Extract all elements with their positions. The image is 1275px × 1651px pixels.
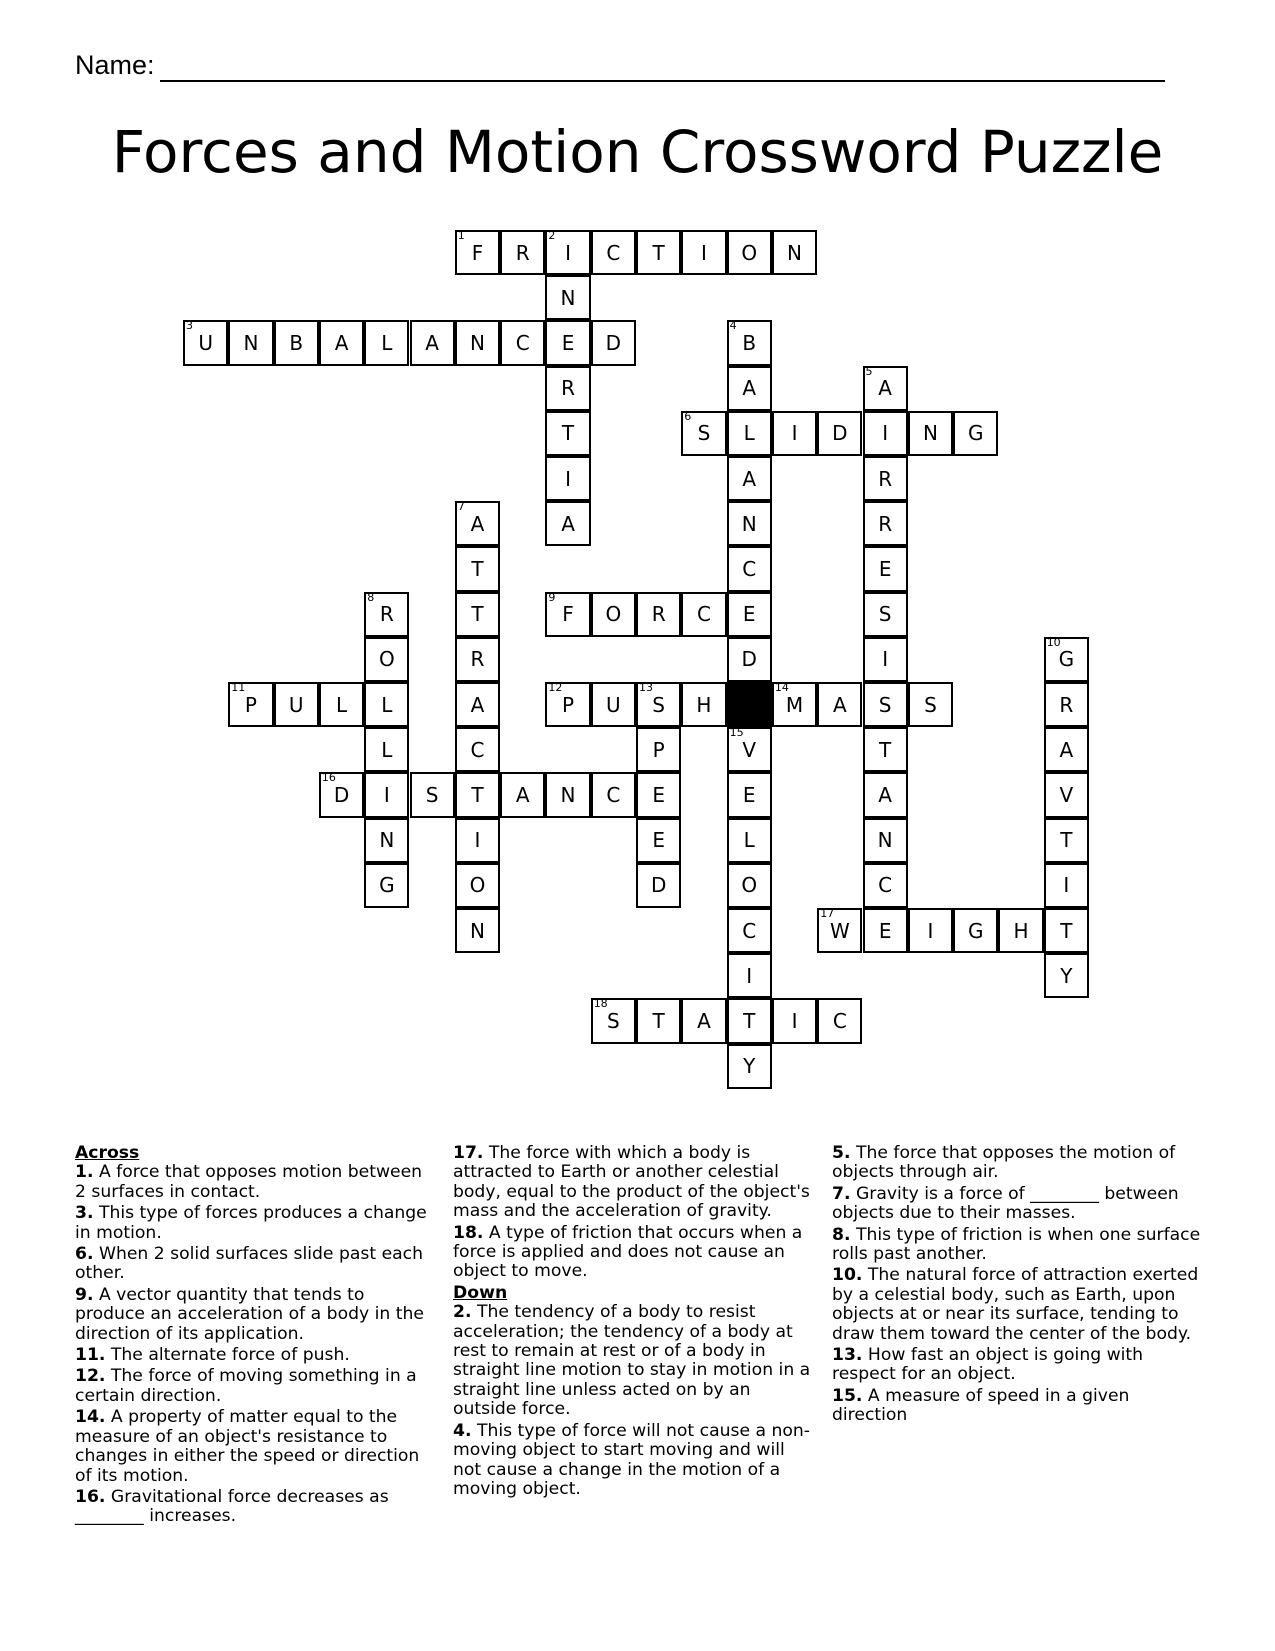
crossword-cell[interactable] xyxy=(727,320,772,365)
cell-letter: A xyxy=(697,1008,711,1033)
cell-letter: L xyxy=(381,737,393,762)
crossword-cell[interactable] xyxy=(591,772,636,817)
cell-letter: A xyxy=(470,692,485,717)
cell-letter: G xyxy=(1058,647,1075,672)
clue-number: 18 xyxy=(593,997,608,1011)
cell-letter: T xyxy=(652,240,665,265)
cell-letter: R xyxy=(878,466,893,491)
clue-number: 14 xyxy=(774,681,789,694)
crossword-cell[interactable] xyxy=(727,366,772,411)
cell-letter: H xyxy=(696,692,712,717)
crossword-cell[interactable] xyxy=(727,592,772,637)
crossword-cell[interactable] xyxy=(863,501,908,546)
clue-down: 10. The natural force of attraction exerted by a celestial body, such as Earth, upon objects at or near its surface, tending to draw them toward the center of the body. xyxy=(832,1265,1199,1344)
cell-letter: S xyxy=(878,602,892,627)
crossword-cell[interactable] xyxy=(863,637,908,682)
clue-across: 14. A property of matter equal to the measure of an object's resistance to changes in either the speed or direction of its motion. xyxy=(75,1407,420,1486)
clues-column-2 xyxy=(453,1144,815,1501)
crossword-cell[interactable] xyxy=(545,366,590,411)
crossword-cell[interactable] xyxy=(636,818,681,863)
crossword-cell[interactable] xyxy=(1044,637,1089,682)
crossword-cell[interactable] xyxy=(863,456,908,501)
crossword-cell[interactable] xyxy=(364,637,409,682)
crossword-cell[interactable] xyxy=(727,637,772,682)
cell-letter: O xyxy=(378,647,395,672)
crossword-cell[interactable] xyxy=(500,320,545,365)
cell-letter: N xyxy=(469,330,485,355)
clue-number: 15 xyxy=(729,726,744,740)
crossword-cell[interactable] xyxy=(591,230,636,275)
crossword-cell[interactable] xyxy=(727,953,772,998)
crossword-cell[interactable] xyxy=(545,456,590,501)
crossword-cell[interactable] xyxy=(545,501,590,546)
clue-number: 7 xyxy=(457,500,465,514)
cell-letter: A xyxy=(878,782,892,807)
crossword-cell[interactable] xyxy=(727,230,772,275)
cell-letter: T xyxy=(471,602,484,627)
cell-letter: L xyxy=(743,421,755,446)
crossword-cell[interactable] xyxy=(863,546,908,591)
cell-letter: O xyxy=(741,873,758,898)
clue-number: 17 xyxy=(820,907,835,920)
cell-letter: N xyxy=(877,828,893,853)
clue-down: 15. A measure of speed in a given direction xyxy=(832,1385,1130,1426)
crossword-cell[interactable] xyxy=(636,682,681,727)
crossword-cell[interactable] xyxy=(817,682,862,727)
crossword-cell[interactable] xyxy=(636,998,681,1043)
crossword-cell[interactable] xyxy=(545,320,590,365)
down-heading: Down xyxy=(453,1282,508,1303)
cell-letter: L xyxy=(743,828,755,853)
page-title: Forces and Motion Crossword Puzzle xyxy=(111,118,1164,186)
clue-number: 4 xyxy=(729,319,737,333)
crossword-cell[interactable] xyxy=(681,682,726,727)
crossword-cell[interactable] xyxy=(183,320,228,365)
cell-letter: N xyxy=(560,782,576,807)
crossword-cell[interactable] xyxy=(1044,818,1089,863)
crossword-cell[interactable] xyxy=(364,818,409,863)
cell-letter: S xyxy=(652,692,665,717)
crossword-cell[interactable] xyxy=(1044,727,1089,772)
cell-letter: I xyxy=(746,963,753,988)
crossword-cell[interactable] xyxy=(455,501,500,546)
crossword-cell[interactable] xyxy=(274,682,319,727)
cell-letter: E xyxy=(878,556,892,581)
crossword-cell[interactable] xyxy=(727,456,772,501)
crossword-cell[interactable] xyxy=(364,592,409,637)
cell-letter: C xyxy=(515,330,530,355)
cell-letter: A xyxy=(425,330,439,355)
crossword-cell[interactable] xyxy=(998,908,1043,953)
cell-letter: N xyxy=(787,240,803,265)
cell-letter: T xyxy=(743,1008,756,1033)
crossword-cell[interactable] xyxy=(1044,908,1089,953)
crossword-cell[interactable] xyxy=(591,998,636,1043)
clue-number: 11 xyxy=(231,681,246,694)
cell-letter: O xyxy=(605,602,622,627)
crossword-cell[interactable] xyxy=(591,682,636,727)
cell-letter: T xyxy=(561,421,575,446)
clue-across: 12. The force of moving something in a certain direction. xyxy=(75,1366,417,1406)
clue-number: 10 xyxy=(1046,635,1061,649)
cell-letter: T xyxy=(879,737,892,762)
crossword-cell[interactable] xyxy=(908,908,953,953)
crossword-cell[interactable] xyxy=(545,682,590,727)
crossword-cell[interactable] xyxy=(863,818,908,863)
cell-letter: C xyxy=(878,873,893,898)
crossword-cell[interactable] xyxy=(228,682,273,727)
cell-letter: E xyxy=(652,828,665,853)
crossword-cell[interactable] xyxy=(863,863,908,908)
cell-letter: D xyxy=(832,421,848,446)
clue-across: 11. The alternate force of push. xyxy=(75,1345,350,1366)
cell-letter: I xyxy=(882,421,889,446)
cell-letter: I xyxy=(565,466,571,491)
crossword-cell[interactable] xyxy=(410,772,455,817)
clue-down: 13. How fast an object is going with respect for an object. xyxy=(832,1345,1144,1385)
cell-letter: I xyxy=(791,1008,798,1033)
cell-letter: D xyxy=(741,647,757,672)
cell-letter: B xyxy=(289,330,304,355)
cell-letter: T xyxy=(1060,828,1073,853)
cell-letter: L xyxy=(381,692,393,717)
cell-letter: E xyxy=(652,782,665,807)
crossword-cell[interactable] xyxy=(772,411,817,456)
cell-letter: S xyxy=(878,692,892,717)
crossword-cell[interactable] xyxy=(681,411,726,456)
across-heading: Across xyxy=(75,1143,140,1163)
cell-letter: R xyxy=(515,240,530,265)
clue-across: 3. This type of forces produces a change in motion. xyxy=(75,1203,427,1243)
cell-letter: A xyxy=(742,466,757,491)
crossword-cell[interactable] xyxy=(681,230,726,275)
crossword-cell[interactable] xyxy=(228,320,273,365)
crossword-cell[interactable] xyxy=(545,411,590,456)
crossword-cell[interactable] xyxy=(1044,863,1089,908)
crossword-cell[interactable] xyxy=(319,682,364,727)
crossword-cell[interactable] xyxy=(591,592,636,637)
crossword-cell[interactable] xyxy=(364,320,409,365)
cell-letter: A xyxy=(1059,737,1074,762)
cell-letter: C xyxy=(696,602,711,627)
crossword-cell[interactable] xyxy=(455,908,500,953)
clue-number: 8 xyxy=(367,590,375,604)
clue-down: 4. This type of force will not cause a non-moving object to start moving and will not cause a change in the motion of a moving object. xyxy=(453,1420,811,1499)
crossword-cell[interactable] xyxy=(455,637,500,682)
cell-letter: I xyxy=(700,240,707,265)
cell-letter: D xyxy=(605,330,622,355)
cell-letter: S xyxy=(425,782,439,807)
cell-letter: R xyxy=(1059,692,1074,717)
cell-letter: S xyxy=(606,1008,620,1033)
crossword-cell[interactable] xyxy=(545,592,590,637)
clue-across: 18. A type of friction that occurs when a force is applied and does not cause an object to move. xyxy=(453,1222,803,1282)
cell-letter: O xyxy=(741,240,758,265)
crossword-cell[interactable] xyxy=(772,230,817,275)
cell-letter: A xyxy=(832,692,847,717)
cell-letter: R xyxy=(651,602,666,627)
crossword-cell[interactable] xyxy=(1044,953,1089,998)
cell-letter: R xyxy=(379,602,394,627)
cell-letter: O xyxy=(469,873,486,898)
cell-letter: V xyxy=(742,737,757,762)
cell-letter: L xyxy=(335,692,348,717)
clues-column-3 xyxy=(832,1144,1202,1428)
crossword-cell[interactable] xyxy=(455,727,500,772)
cell-letter: N xyxy=(560,285,576,310)
cell-letter: B xyxy=(742,330,757,355)
crossword-cell[interactable] xyxy=(953,411,998,456)
cell-letter: Y xyxy=(743,1054,756,1079)
crossword-cell[interactable] xyxy=(636,230,681,275)
cell-letter: W xyxy=(829,918,850,943)
cell-letter: D xyxy=(333,782,350,807)
crossword-cell[interactable] xyxy=(1044,682,1089,727)
cell-letter: F xyxy=(471,240,484,265)
clue-number: 16 xyxy=(321,771,336,785)
crossword-cell[interactable] xyxy=(863,411,908,456)
clue-across: 6. When 2 solid surfaces slide past each other. xyxy=(75,1244,424,1284)
cell-letter: U xyxy=(198,330,213,355)
crossword-cell[interactable] xyxy=(727,546,772,591)
crossword-cell[interactable] xyxy=(772,682,817,727)
cell-letter: E xyxy=(561,330,575,355)
crossword-black-square xyxy=(727,682,772,727)
clue-number: 2 xyxy=(548,229,556,242)
crossword-cell[interactable] xyxy=(727,727,772,772)
crossword-cell[interactable] xyxy=(364,772,409,817)
crossword-cell[interactable] xyxy=(455,863,500,908)
cell-letter: N xyxy=(469,918,485,943)
crossword-cell[interactable] xyxy=(863,682,908,727)
crossword-cell[interactable] xyxy=(364,863,409,908)
crossword-cell[interactable] xyxy=(681,592,726,637)
clue-down: 2. The tendency of a body to resist acceleration; the tendency of a body at rest to remain at rest or of a body in straight line motion to stay in motion in a straight line unless acted on by an outside force. xyxy=(453,1302,811,1420)
cell-letter: C xyxy=(606,240,621,265)
crossword-cell[interactable] xyxy=(727,908,772,953)
cell-letter: T xyxy=(1060,918,1073,943)
crossword-cell[interactable] xyxy=(681,998,726,1043)
cell-letter: T xyxy=(471,782,484,807)
crossword-cell[interactable] xyxy=(274,320,319,365)
crossword-cell[interactable] xyxy=(863,366,908,411)
crossword-cell[interactable] xyxy=(727,772,772,817)
cell-letter: G xyxy=(967,918,984,943)
crossword-cell[interactable] xyxy=(1044,772,1089,817)
cell-letter: V xyxy=(1059,782,1074,807)
clue-number: 6 xyxy=(684,409,692,423)
clue-number: 13 xyxy=(639,681,653,694)
cell-letter: U xyxy=(288,692,304,717)
clue-number: 9 xyxy=(548,590,556,604)
name-label: Name: xyxy=(75,50,155,80)
clue-number: 12 xyxy=(548,681,563,694)
cell-letter: G xyxy=(967,421,984,446)
cell-letter: R xyxy=(561,376,575,401)
crossword-cell[interactable] xyxy=(863,592,908,637)
cell-letter: F xyxy=(562,602,574,627)
clue-number: 3 xyxy=(186,319,193,333)
crossword-cell[interactable] xyxy=(636,863,681,908)
crossword-cell[interactable] xyxy=(500,772,545,817)
crossword-cell[interactable] xyxy=(319,772,364,817)
crossword-cell[interactable] xyxy=(545,275,590,320)
crossword-cell[interactable] xyxy=(727,818,772,863)
crossword-cell[interactable] xyxy=(455,546,500,591)
cell-letter: M xyxy=(785,692,804,717)
cell-letter: I xyxy=(474,828,481,853)
cell-letter: P xyxy=(562,692,575,717)
cell-letter: E xyxy=(742,602,756,627)
cell-letter: I xyxy=(927,918,934,943)
cell-letter: G xyxy=(379,873,395,898)
crossword-cell[interactable] xyxy=(364,682,409,727)
crossword-cell[interactable] xyxy=(727,411,772,456)
cell-letter: T xyxy=(471,556,484,581)
cell-letter: I xyxy=(791,421,798,446)
crossword-cell[interactable] xyxy=(455,682,500,727)
cell-letter: I xyxy=(882,647,889,672)
cell-letter: S xyxy=(697,421,711,446)
clue-across: 1. A force that opposes motion between 2 surfaces in contact. xyxy=(75,1162,423,1202)
crossword-cell[interactable] xyxy=(410,320,455,365)
cell-letter: I xyxy=(565,240,571,265)
cell-letter: L xyxy=(381,330,393,355)
cell-letter: A xyxy=(878,376,892,401)
crossword-cell[interactable] xyxy=(545,772,590,817)
cell-letter: C xyxy=(470,737,485,762)
crossword-cell[interactable] xyxy=(772,998,817,1043)
cell-letter: P xyxy=(244,692,257,717)
cell-letter: P xyxy=(652,737,665,762)
crossword-cell[interactable] xyxy=(727,998,772,1043)
cell-letter: C xyxy=(742,556,757,581)
cell-letter: R xyxy=(878,511,893,536)
crossword-cell[interactable] xyxy=(817,998,862,1043)
crossword-cell[interactable] xyxy=(727,863,772,908)
crossword-cell[interactable] xyxy=(727,501,772,546)
crossword-cell[interactable] xyxy=(500,230,545,275)
crossword-cell[interactable] xyxy=(455,592,500,637)
cell-letter: R xyxy=(470,647,485,672)
crossword-cell[interactable] xyxy=(817,908,862,953)
crossword-cell[interactable] xyxy=(591,320,636,365)
clue-down: 7. Gravity is a force of ________ between objects due to their masses. xyxy=(832,1183,1179,1224)
cell-letter: A xyxy=(334,330,349,355)
cell-letter: A xyxy=(515,782,530,807)
cell-letter: A xyxy=(470,511,485,536)
crossword-cell[interactable] xyxy=(636,772,681,817)
cell-letter: C xyxy=(742,918,757,943)
cell-letter: E xyxy=(878,918,892,943)
crossword-cell[interactable] xyxy=(908,682,953,727)
crossword-cell[interactable] xyxy=(817,411,862,456)
crossword-cell[interactable] xyxy=(364,727,409,772)
crossword-cell[interactable] xyxy=(863,772,908,817)
cell-letter: C xyxy=(606,782,621,807)
cell-letter: E xyxy=(742,782,756,807)
cell-letter: H xyxy=(1013,918,1029,943)
crossword-cell[interactable] xyxy=(545,230,590,275)
cell-letter: C xyxy=(832,1008,847,1033)
cell-letter: N xyxy=(922,421,938,446)
crossword-cell[interactable] xyxy=(455,320,500,365)
crossword-cell[interactable] xyxy=(455,772,500,817)
clue-across: 16. Gravitational force decreases as ________ increases. xyxy=(75,1486,389,1527)
clue-across: 9. A vector quantity that tends to produce an acceleration of a body in the direction of its application. xyxy=(75,1284,424,1344)
crossword-cell[interactable] xyxy=(863,908,908,953)
cell-letter: I xyxy=(383,782,390,807)
crossword-cell[interactable] xyxy=(908,411,953,456)
crossword-cell[interactable] xyxy=(953,908,998,953)
crossword-cell[interactable] xyxy=(636,592,681,637)
clue-across: 17. The force with which a body is attracted to Earth or another celestial body, equal to the product of the object's mass and the acceleration of gravity. xyxy=(453,1143,810,1222)
clues-column-1 xyxy=(75,1144,437,1529)
cell-letter: N xyxy=(243,330,259,355)
cell-letter: D xyxy=(650,873,667,898)
cell-letter: N xyxy=(379,828,395,853)
crossword-cell[interactable] xyxy=(455,818,500,863)
crossword-cell[interactable] xyxy=(863,727,908,772)
crossword-cell[interactable] xyxy=(319,320,364,365)
cell-letter: T xyxy=(652,1008,665,1033)
cell-letter: A xyxy=(561,511,575,536)
clue-number: 5 xyxy=(865,364,873,378)
crossword-cell[interactable] xyxy=(455,230,500,275)
cell-letter: A xyxy=(742,376,757,401)
cell-letter: U xyxy=(606,692,621,717)
clue-down: 8. This type of friction is when one surface rolls past another. xyxy=(832,1224,1201,1265)
clue-number: 1 xyxy=(457,229,465,242)
cell-letter: I xyxy=(1063,873,1070,898)
crossword-cell[interactable] xyxy=(727,1044,772,1089)
crossword-cell[interactable] xyxy=(636,727,681,772)
cell-letter: Y xyxy=(1060,963,1073,988)
cell-letter: S xyxy=(924,692,937,717)
cell-letter: N xyxy=(741,511,757,536)
clue-down: 5. The force that opposes the motion of objects through air. xyxy=(832,1143,1176,1183)
